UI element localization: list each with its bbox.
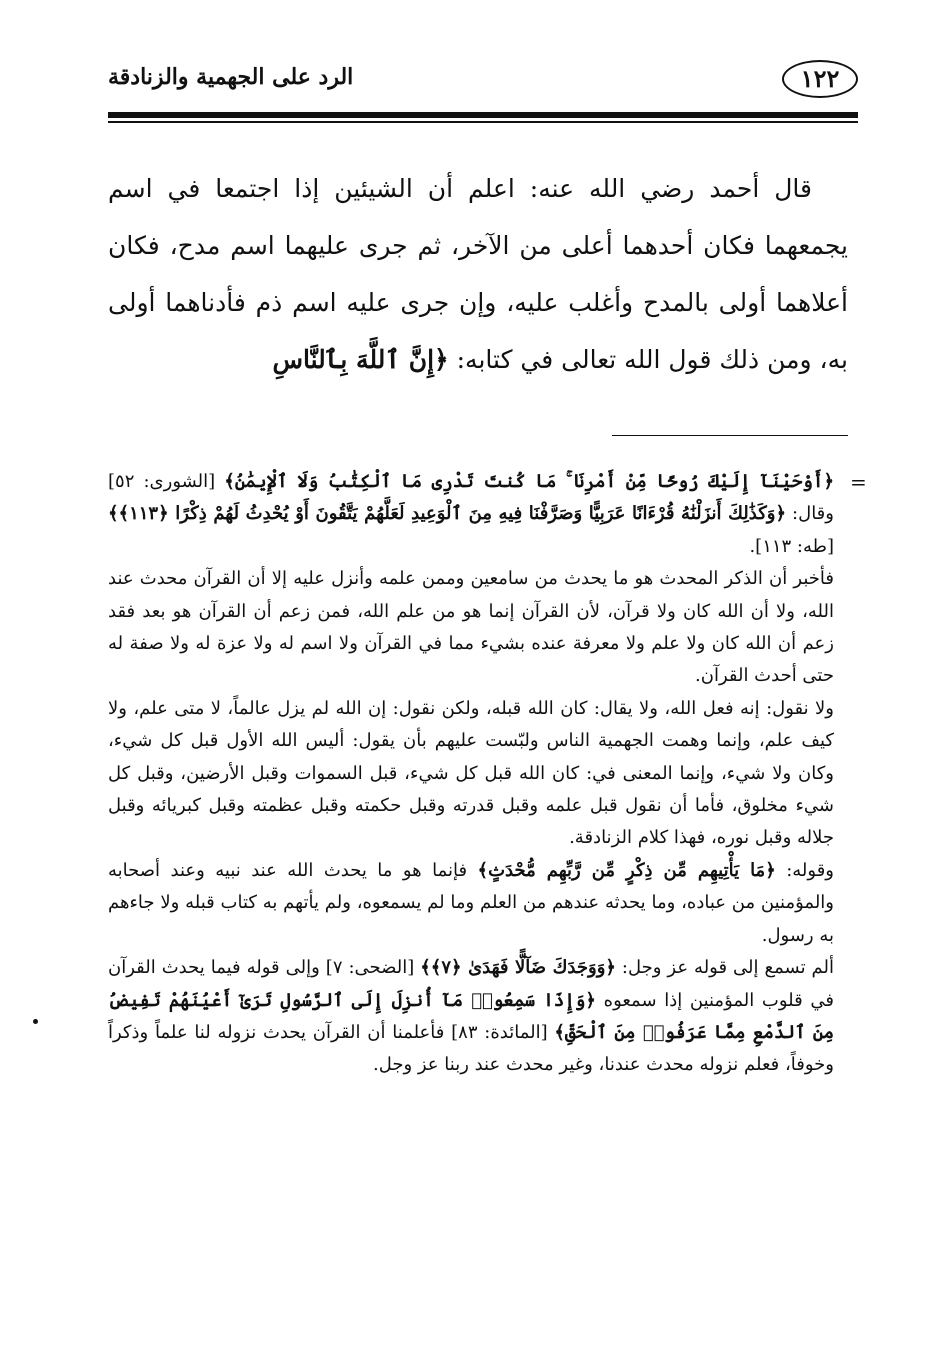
- header-rule-thin: [108, 121, 858, 123]
- main-paragraph: [108, 160, 848, 388]
- footnote-paragraph: ولا نقول: إنه فعل الله، ولا يقال: كان الله قبله، ولكن نقول: إن الله لم يزل عالماً، لا متى علم، ولا كيف علم، وإنما وهمت الجهمية الناس ولبّست عليهم بأن يقول: أليس الله الأول قبل كل شيء، وكان ولا شيء، وإنما المعنى في: كان الله قبل كل شيء، قبل السموات وقبل الأرضين، وقبل كل شيء مخلوق، فأما أن نقول قبل علمه وقبل قدرته وقبل حكمته وقبل عظمته وقبل كبريائه وقبل جلاله وقبل نوره، فهذا كلام الزنادقة.: [108, 697, 834, 849]
- footnote-text: ألم تسمع إلى قوله عز وجل:: [615, 957, 835, 979]
- footnote-continuation-mark: =: [850, 470, 867, 494]
- footnote-text: وقوله:: [775, 859, 834, 881]
- running-header: [108, 58, 858, 110]
- citation-text: [الشورى: ٥٢] وقال:: [108, 471, 834, 525]
- footnote-text: [المائدة: ٨٣] فأعلمنا أن القرآن يحدث نزوله لنا علماً وذكراً وخوفاً، فعلم نزوله محدث عندنا، وغير محدث عند ربنا عز وجل.: [108, 1021, 834, 1076]
- quran-quote: ﴿أَوْحَيْنَآ إِلَيْكَ رُوحًا مِّنْ أَمْرِنَا ۚ مَا كُنتَ تَدْرِى مَا ٱلْكِتَٰبُ وَلَا ٱلْإِيمَٰنُ﴾: [224, 471, 834, 492]
- quran-quote: ﴿وَوَجَدَكَ ضَآلًّا فَهَدَىٰ ﴿٧﴾﴾: [420, 957, 616, 979]
- footnote-text: [الضحى: ٧] وإلى قوله فيما يحدث القرآن في قلوب المؤمنين إذا سمعوه: [108, 957, 834, 1011]
- main-text: [108, 160, 848, 388]
- running-title: الرد على الجهمية والزنادقة: [108, 64, 354, 90]
- footnote-text: فإنما هو ما يحدث الله عند نبيه وعند أصحابه والمؤمنين من عباده، وما يحدثه عندهم من العلم وما لم يسمعوه، ولم يأتهم به كتاب قبله ولا جاءهم به رسول.: [108, 859, 834, 946]
- footnote-paragraph: [108, 855, 834, 952]
- quran-quote: ﴿إِنَّ ٱللَّهَ بِٱلنَّاسِ: [272, 345, 449, 374]
- quran-quote: ﴿وَإِذَا سَمِعُوا۟ مَآ أُنزِلَ إِلَى ٱلرَّسُولِ تَرَىٰٓ أَعْيُنَهُمْ تَفِيضُ مِنَ ٱلدَّمْعِ مِمَّا عَرَفُوا۟ مِنَ ٱلْحَقِّ﴾: [108, 989, 835, 1043]
- citation-text: [طه: ١١٣].: [749, 535, 834, 557]
- footnote-paragraph: [108, 952, 834, 1082]
- header-rule-thick: [108, 112, 858, 118]
- footnote-paragraph: فأخبر أن الذكر المحدث هو ما يحدث من سامعين وممن علمه وأنزل عليه إلا أن القرآن محدث عند الله، ولا أن الله كان ولا قرآن، لأن القرآن إنما هو من علم الله، فمن زعم أن القرآن هو بعد فقد زعم أن الله كان ولا علم ولا معرفة عنده بشيء مما في القرآن ولا اسم له ولا عزة له ولا صفة له حتى أحدث القرآن.: [108, 568, 834, 687]
- quran-quote: ﴿مَا يَأْتِيهِم مِّن ذِكْرٍ مِّن رَّبِّهِم مُّحْدَثٍ﴾: [477, 859, 776, 881]
- main-paragraph-text: قال أحمد رضي الله عنه: اعلم أن الشيئين إذا اجتمعا في اسم يجمعهما فكان أحدهما أعلى من الآخر، ثم جرى عليهما اسم مدح، فكان أعلاهما أولى بالمدح وأغلب عليه، وإن جرى عليه اسم ذم فأدناهما أولى به، ومن ذلك قول الله تعالى في كتابه:: [108, 174, 848, 374]
- footnote-separator: [612, 435, 848, 436]
- footnote-paragraph: [108, 466, 834, 563]
- scan-mark: [33, 1019, 38, 1024]
- page-number: ١٢٢: [782, 60, 858, 98]
- footnotes: [108, 466, 834, 1082]
- quran-quote: ﴿وَكَذَٰلِكَ أَنزَلْنَٰهُ قُرْءَانًا عَرَبِيًّا وَصَرَّفْنَا فِيهِ مِنَ ٱلْوَعِيدِ لَعَلَّهُمْ يَتَّقُونَ أَوْ يُحْدِثُ لَهُمْ ذِكْرًا ﴿١١٣﴾﴾: [108, 503, 787, 525]
